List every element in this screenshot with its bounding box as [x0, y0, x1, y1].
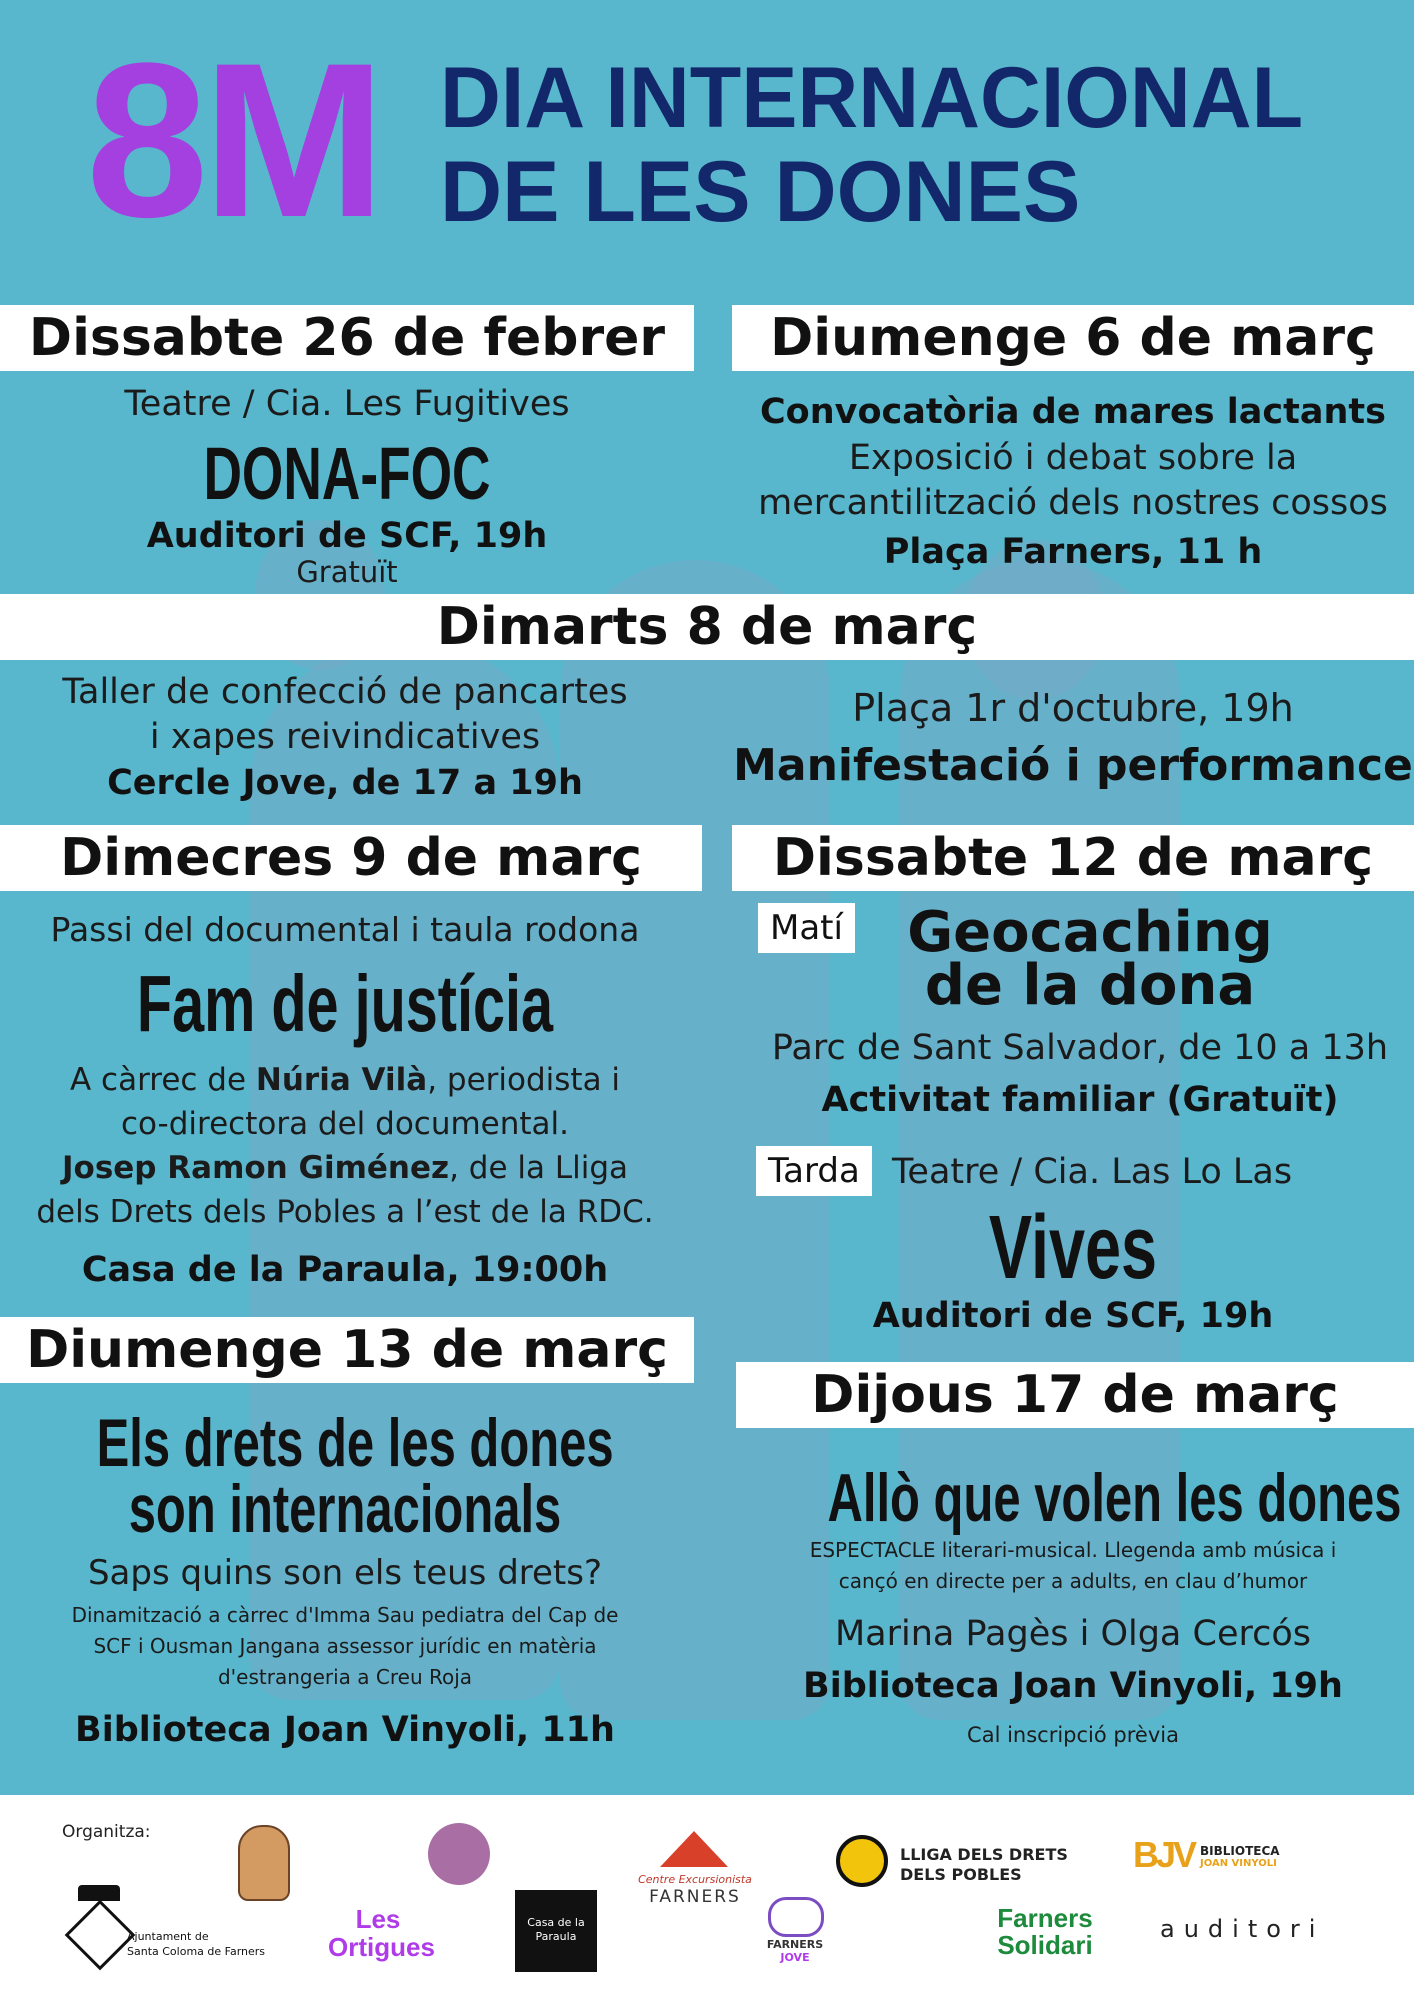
farners-jove-line1: FARNERS	[766, 1938, 824, 1951]
event-sat12-afternoon-title-wrap	[732, 1198, 1414, 1298]
event-sat12-morning-note: Activitat familiar (Gratuït)	[821, 1080, 1339, 1120]
event-sun6-title: Convocatòria de mares lactants	[760, 392, 1386, 432]
lliga-logo-line1: LLIGA DELS DRETS	[900, 1845, 1068, 1864]
event-wed9-by-line1	[0, 1058, 690, 1102]
event-thu17-note: Cal inscripció prèvia	[967, 1723, 1179, 1747]
header-title-line1: DIA INTERNACIONAL	[440, 50, 1304, 146]
date-bar-thu17: Dijous 17 de març	[736, 1362, 1414, 1428]
casa-paraula-logo	[515, 1890, 597, 1972]
event-wed9-title: Fam de justícia	[136, 959, 554, 1048]
event-sun6-place: Plaça Farners, 11 h	[883, 532, 1263, 572]
event-thu17-place: Biblioteca Joan Vinyoli, 19h	[803, 1666, 1343, 1706]
event-sat12-afternoon-kind: Teatre / Cia. Las Lo Las	[892, 1152, 1293, 1192]
event-wed9-by-line3	[0, 1146, 690, 1190]
organizers-footer	[0, 1795, 1414, 2000]
event-tue8-right-place: Plaça 1r d'octubre, 19h	[852, 686, 1294, 730]
event-sat26-kind: Teatre / Cia. Les Fugitives	[124, 384, 570, 424]
header-badge: 8M	[86, 17, 380, 263]
event-wed9-by-name2: Josep Ramon Giménez	[61, 1150, 450, 1186]
event-thu17-artists: Marina Pagès i Olga Cercós	[834, 1614, 1311, 1654]
auditori-logo: auditori	[1160, 1915, 1325, 1943]
lliga-logo-line2: DELS POBLES	[900, 1865, 1022, 1884]
event-sat26-title-wrap	[0, 432, 694, 516]
event-sat12-afternoon-place: Auditori de SCF, 19h	[872, 1296, 1274, 1336]
bjv-logo-line1: BIBLIOTECA	[1200, 1844, 1280, 1858]
event-tue8-left-line1: Taller de confecció de pancartes	[62, 672, 628, 712]
event-wed9-place: Casa de la Paraula, 19:00h	[81, 1250, 609, 1290]
event-thu17-title: Allò que volen les dones	[827, 1460, 1402, 1536]
event-thu17-title-wrap	[732, 1460, 1414, 1536]
event-sat12-morning-title2: de la dona	[924, 953, 1256, 1018]
farners-solidari-line1: Farners	[997, 1903, 1093, 1933]
event-sat26-place: Auditori de SCF, 19h	[146, 516, 548, 556]
event-sat12-afternoon-title: Vives	[988, 1198, 1158, 1298]
date-bar-tue8: Dimarts 8 de març	[0, 594, 1414, 660]
women-collective-logo-icon	[428, 1823, 490, 1885]
event-wed9-by-rest1: , periodista i	[427, 1062, 621, 1098]
event-sat26-title: DONA-FOC	[203, 432, 491, 515]
casa-paraula-line1: Casa de la	[527, 1916, 585, 1929]
event-tue8-right-title: Manifestació i performance	[733, 740, 1413, 791]
header-title-line2: DE LES DONES	[440, 144, 1081, 240]
ortigues-logo-line2: Ortigues	[328, 1932, 435, 1962]
date-bar-sun6: Diumenge 6 de març	[732, 305, 1414, 371]
event-wed9-by-prefix: A càrrec de	[69, 1062, 256, 1098]
date-bar-sat26: Dissabte 26 de febrer	[0, 305, 694, 371]
event-sun13-title-wrap	[0, 1405, 690, 1547]
event-thu17-small1: ESPECTACLE literari-musical. Llegenda amb música i	[809, 1538, 1337, 1562]
event-sun13-small1: Dinamització a càrrec d'Imma Sau pediatra del Cap de	[71, 1603, 619, 1627]
ortigues-logo-line1: Les	[355, 1904, 401, 1934]
ajuntament-name-line2: Santa Coloma de Farners	[127, 1945, 266, 1958]
event-wed9-by-rest2: , de la Lliga	[449, 1150, 629, 1186]
ajuntament-crown-icon	[78, 1885, 120, 1901]
ortigues-logo	[328, 1904, 435, 1962]
speech-bubbles-icon	[768, 1897, 824, 1937]
bjv-logo-mark: BJV	[1133, 1834, 1195, 1875]
lliga-emblem-icon	[836, 1835, 888, 1887]
event-sun13-place: Biblioteca Joan Vinyoli, 11h	[75, 1710, 615, 1750]
event-wed9-by-name1: Núria Vilà	[255, 1062, 428, 1098]
event-sun13-title1: Els drets de les dones	[96, 1405, 614, 1481]
ajuntament-shield-icon	[65, 1900, 136, 1971]
event-wed9-by-line4: dels Drets dels Pobles a l’est de la RDC.	[36, 1194, 654, 1230]
ajuntament-name-line1: Ajuntament de	[127, 1930, 209, 1943]
event-tue8-left-line2: i xapes reivindicatives	[149, 717, 541, 757]
farners-solidari-line2: Solidari	[997, 1930, 1093, 1960]
cef-logo-line1: Centre Excursionista	[638, 1873, 752, 1886]
event-sun13-question: Saps quins son els teus drets?	[87, 1553, 603, 1593]
associacio-illustration-icon	[238, 1825, 290, 1901]
event-tue8-left-place: Cercle Jove, de 17 a 19h	[107, 763, 583, 803]
event-sat12-morning-tag: Matí	[758, 903, 855, 953]
cef-logo-line2: FARNERS	[649, 1887, 741, 1907]
date-bar-wed9: Dimecres 9 de març	[0, 825, 702, 891]
event-sun6-line2: mercantilització dels nostres cossos	[758, 483, 1388, 523]
event-wed9-title-wrap	[0, 958, 690, 1050]
bjv-logo-line2: JOAN VINYOLI	[1200, 1858, 1277, 1869]
event-sun13-small3: d'estrangeria a Creu Roja	[217, 1665, 473, 1689]
event-sat12-afternoon-tag: Tarda	[756, 1146, 872, 1196]
event-sun13-title2: son internacionals	[128, 1471, 562, 1547]
event-sat12-morning-place: Parc de Sant Salvador, de 10 a 13h	[771, 1028, 1389, 1068]
date-bar-sat12: Dissabte 12 de març	[732, 825, 1414, 891]
casa-paraula-line2: Paraula	[535, 1930, 577, 1943]
event-thu17-small2: cançó en directe per a adults, en clau d’humor	[838, 1569, 1308, 1593]
event-sun13-small2: SCF i Ousman Jangana assessor jurídic en matèria	[93, 1634, 597, 1658]
event-sun6-line1: Exposició i debat sobre la	[848, 438, 1298, 478]
event-wed9-by-line2: co-directora del documental.	[120, 1106, 570, 1142]
farners-solidari-logo	[990, 1905, 1100, 1959]
event-wed9-kind: Passi del documental i taula rodona	[50, 910, 640, 949]
date-bar-sun13: Diumenge 13 de març	[0, 1317, 694, 1383]
mountain-icon	[660, 1831, 728, 1867]
event-sat26-price: Gratuït	[296, 555, 398, 589]
event-sat12-morning-title1: Geocaching	[907, 900, 1273, 965]
farners-jove-line2: JOVE	[780, 1951, 810, 1964]
organizers-label: Organitza:	[62, 1822, 151, 1842]
